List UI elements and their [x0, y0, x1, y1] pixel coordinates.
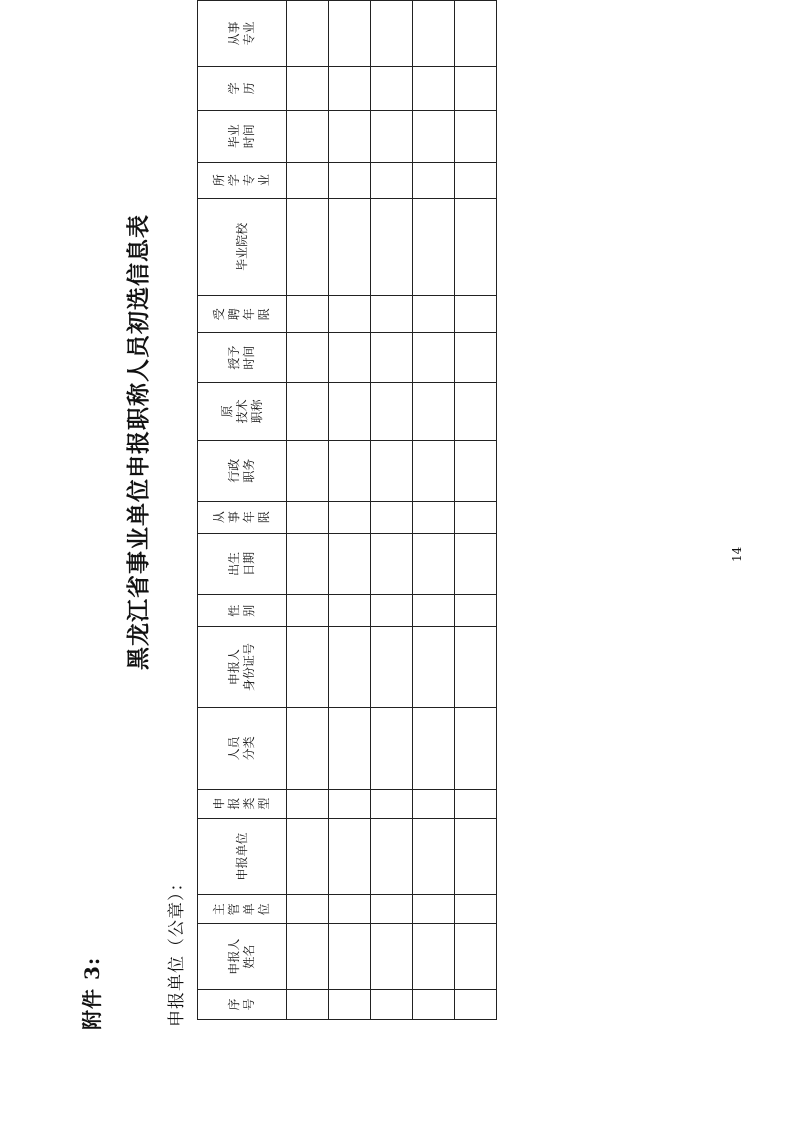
table-cell[interactable] — [287, 440, 329, 501]
table-cell[interactable] — [455, 198, 497, 296]
column-header — [198, 707, 287, 789]
table-cell[interactable] — [287, 198, 329, 296]
table-cell[interactable] — [329, 198, 371, 296]
column-header — [198, 440, 287, 501]
table-cell[interactable] — [455, 382, 497, 440]
table-cell[interactable] — [455, 789, 497, 818]
table-cell[interactable] — [287, 627, 329, 708]
table-cell[interactable] — [287, 296, 329, 333]
table-cell[interactable] — [371, 789, 413, 818]
info-table — [197, 0, 497, 1020]
table-cell[interactable] — [371, 296, 413, 333]
table-row — [455, 1, 497, 1020]
table-cell[interactable] — [329, 382, 371, 440]
table-row — [371, 1, 413, 1020]
table-cell[interactable] — [413, 198, 455, 296]
column-header — [198, 296, 287, 333]
table-cell[interactable] — [329, 66, 371, 110]
column-header-label: 毕业院校 — [234, 222, 249, 271]
table-cell[interactable] — [371, 382, 413, 440]
column-header — [198, 895, 287, 924]
header-row — [198, 1, 287, 1020]
table-cell[interactable] — [287, 789, 329, 818]
table-row — [287, 1, 329, 1020]
table-cell[interactable] — [371, 627, 413, 708]
table-cell[interactable] — [287, 818, 329, 895]
table-cell[interactable] — [287, 382, 329, 440]
table-cell[interactable] — [371, 990, 413, 1020]
table-cell[interactable] — [287, 333, 329, 383]
table-cell[interactable] — [455, 818, 497, 895]
column-header-label: 主管单位 — [212, 903, 271, 916]
column-header — [198, 595, 287, 627]
table-cell[interactable] — [287, 66, 329, 110]
table-row — [413, 1, 455, 1020]
table-cell[interactable] — [329, 110, 371, 162]
table-cell[interactable] — [455, 162, 497, 198]
table-cell[interactable] — [371, 707, 413, 789]
column-header-label: 人员 分类 — [227, 736, 256, 761]
table-cell[interactable] — [371, 533, 413, 595]
table-cell[interactable] — [371, 198, 413, 296]
table-cell[interactable] — [329, 162, 371, 198]
form-title: 黑龙江省事业单位申报职称人员初选信息表 — [125, 214, 152, 670]
table-cell[interactable] — [413, 296, 455, 333]
table-cell[interactable] — [329, 296, 371, 333]
table-cell[interactable] — [329, 595, 371, 627]
attachment-label: 附件 3: — [80, 956, 104, 1030]
column-header-label: 序号 — [227, 998, 256, 1011]
column-header-label: 性别 — [227, 604, 256, 617]
table-cell[interactable] — [287, 110, 329, 162]
column-header — [198, 533, 287, 595]
table-cell[interactable] — [455, 1, 497, 67]
table-cell[interactable] — [329, 895, 371, 924]
table-cell[interactable] — [413, 818, 455, 895]
table-cell[interactable] — [455, 110, 497, 162]
table-cell[interactable] — [455, 440, 497, 501]
table-cell[interactable] — [413, 162, 455, 198]
column-header — [198, 627, 287, 708]
table-cell[interactable] — [413, 333, 455, 383]
table-cell[interactable] — [329, 707, 371, 789]
table-cell[interactable] — [287, 162, 329, 198]
table-cell[interactable] — [413, 789, 455, 818]
table-cell[interactable] — [413, 990, 455, 1020]
table-cell[interactable] — [329, 501, 371, 533]
column-header — [198, 990, 287, 1020]
table-cell[interactable] — [371, 1, 413, 67]
column-header — [198, 66, 287, 110]
table-cell[interactable] — [413, 110, 455, 162]
table-cell[interactable] — [287, 895, 329, 924]
table-cell[interactable] — [329, 1, 371, 67]
table-cell[interactable] — [371, 440, 413, 501]
table-cell[interactable] — [455, 66, 497, 110]
table-cell[interactable] — [413, 627, 455, 708]
table-cell[interactable] — [413, 66, 455, 110]
table-cell[interactable] — [329, 990, 371, 1020]
table-cell[interactable] — [287, 595, 329, 627]
table-cell[interactable] — [455, 924, 497, 990]
table-cell[interactable] — [413, 1, 455, 67]
table-cell[interactable] — [455, 895, 497, 924]
table-cell[interactable] — [371, 66, 413, 110]
table-cell[interactable] — [329, 440, 371, 501]
table-cell[interactable] — [455, 501, 497, 533]
table-cell[interactable] — [287, 533, 329, 595]
table-cell[interactable] — [287, 707, 329, 789]
table-cell[interactable] — [329, 789, 371, 818]
column-header-label: 申报类型 — [212, 797, 271, 810]
table-cell[interactable] — [455, 533, 497, 595]
table-cell[interactable] — [371, 501, 413, 533]
column-header — [198, 198, 287, 296]
table-cell[interactable] — [329, 924, 371, 990]
table-cell[interactable] — [329, 627, 371, 708]
table-cell[interactable] — [455, 990, 497, 1020]
table-cell[interactable] — [371, 924, 413, 990]
table-cell[interactable] — [413, 501, 455, 533]
column-header — [198, 818, 287, 895]
column-header — [198, 501, 287, 533]
column-header-label: 毕业 时间 — [227, 124, 256, 149]
table-cell[interactable] — [413, 924, 455, 990]
table-cell[interactable] — [371, 895, 413, 924]
table-cell[interactable] — [371, 110, 413, 162]
column-header-label: 原 技术 职称 — [219, 399, 264, 424]
table-cell[interactable] — [413, 895, 455, 924]
table-cell[interactable] — [287, 990, 329, 1020]
table-cell[interactable] — [455, 627, 497, 708]
table-cell[interactable] — [413, 707, 455, 789]
table-cell[interactable] — [413, 382, 455, 440]
page-number: 14 — [730, 546, 744, 562]
column-header-label: 行政 职务 — [227, 458, 256, 483]
table-cell[interactable] — [329, 333, 371, 383]
column-header — [198, 1, 287, 67]
column-header-label: 申报单位 — [234, 832, 249, 881]
column-header — [198, 110, 287, 162]
column-header-label: 申报人 身份证号 — [227, 643, 256, 692]
column-header-label: 从事年限 — [212, 511, 271, 524]
table-cell[interactable] — [455, 595, 497, 627]
table-cell[interactable] — [371, 333, 413, 383]
table-cell[interactable] — [371, 595, 413, 627]
column-header-label: 从事 专业 — [227, 21, 256, 46]
table-cell[interactable] — [455, 333, 497, 383]
column-header-label: 授予 时间 — [227, 345, 256, 370]
table-cell[interactable] — [371, 818, 413, 895]
column-header-label: 学历 — [227, 82, 256, 95]
column-header — [198, 162, 287, 198]
unit-seal-label: 申报单位（公章）： — [167, 873, 187, 1027]
table-cell[interactable] — [287, 501, 329, 533]
table-cell[interactable] — [413, 595, 455, 627]
table-cell[interactable] — [287, 1, 329, 67]
table-cell[interactable] — [455, 707, 497, 789]
table-cell[interactable] — [413, 440, 455, 501]
table-cell[interactable] — [413, 533, 455, 595]
table-cell[interactable] — [287, 924, 329, 990]
column-header-label: 出生 日期 — [227, 551, 256, 576]
table-cell[interactable] — [329, 818, 371, 895]
column-header — [198, 382, 287, 440]
column-header — [198, 924, 287, 990]
column-header-label: 申报人 姓名 — [227, 938, 256, 975]
table-cell[interactable] — [329, 533, 371, 595]
column-header-label: 受聘年限 — [212, 308, 271, 321]
table-row — [329, 1, 371, 1020]
column-header — [198, 333, 287, 383]
column-header-label: 所学专业 — [212, 174, 271, 187]
table-cell[interactable] — [371, 162, 413, 198]
column-header — [198, 789, 287, 818]
table-cell[interactable] — [455, 296, 497, 333]
